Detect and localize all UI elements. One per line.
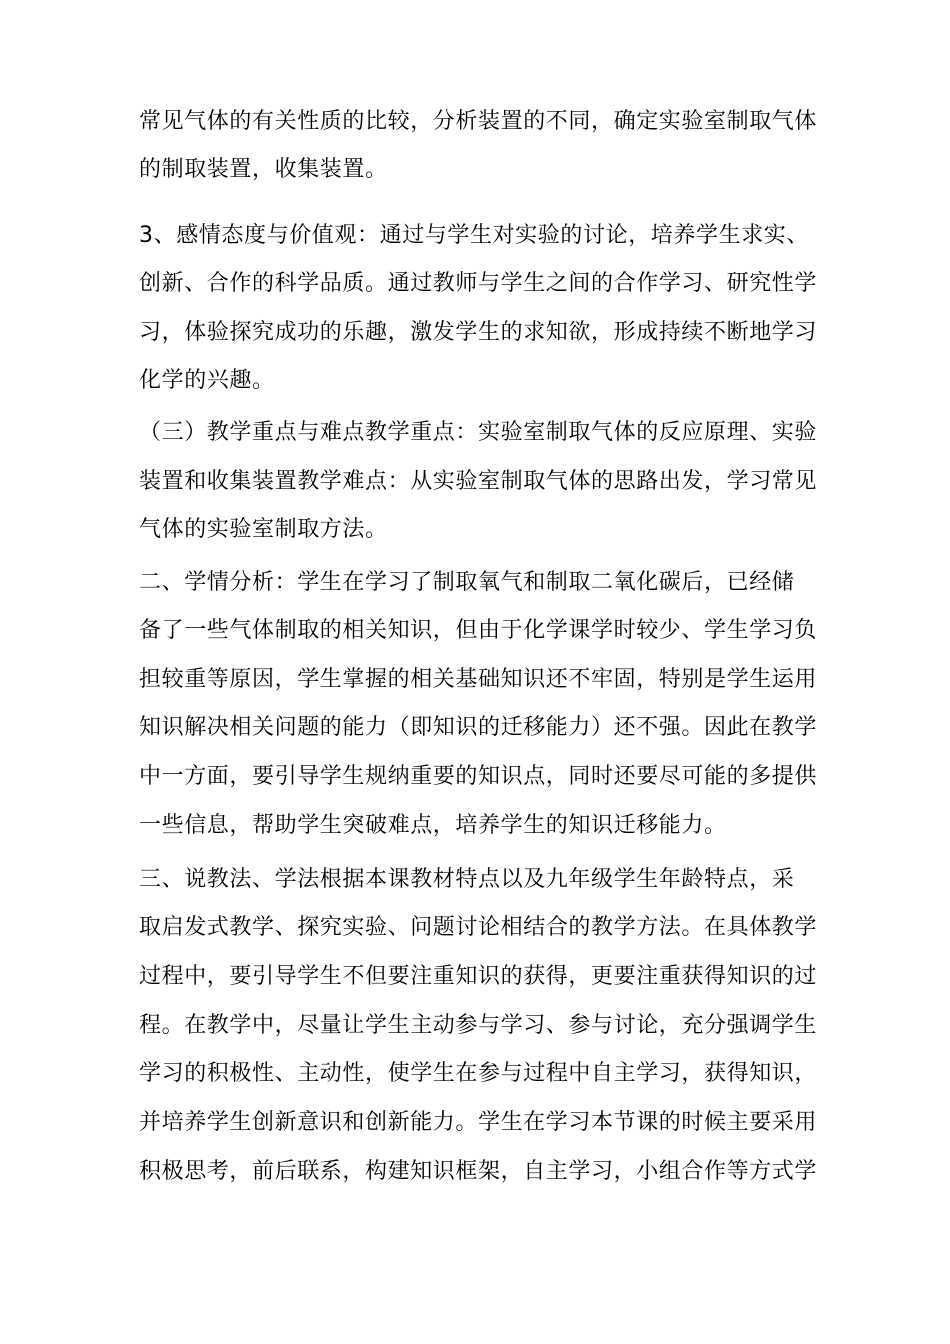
text-line: 中一方面，要引导学生规纳重要的知识点，同时还要尽可能的多提供 — [139, 764, 818, 789]
text-line: 3、感情态度与价值观：通过与学生对实验的讨论，培养学生求实、 — [139, 223, 809, 248]
text-line: 化学的兴趣。 — [139, 368, 275, 393]
text-line: 装置和收集装置教学难点：从实验室制取气体的思路出发，学习常见 — [139, 469, 818, 494]
text-line: 并培养学生创新意识和创新能力。学生在学习本节课的时候主要采用 — [139, 1110, 818, 1135]
text-line: 一些信息，帮助学生突破难点，培养学生的知识迁移能力。 — [139, 813, 727, 838]
text-line: 知识解决相关问题的能力（即知识的迁移能力）还不强。因此在教学 — [139, 715, 818, 740]
text-line: 创新、合作的科学品质。通过教师与学生之间的合作学习、研究性学 — [139, 271, 818, 296]
text-line: 气体的实验室制取方法。 — [139, 517, 388, 542]
text-line: （三）教学重点与难点教学重点：实验室制取气体的反应原理、实验 — [139, 420, 818, 445]
text-line: 习，体验探究成功的乐趣，激发学生的求知欲，形成持续不断地学习 — [139, 320, 818, 345]
text-line: 过程中，要引导学生不但要注重知识的获得，更要注重获得知识的过 — [139, 964, 818, 989]
text-line: 三、说教法、学法根据本课教材特点以及九年级学生年龄特点，采 — [139, 867, 795, 892]
text-line: 学习的积极性、主动性，使学生在参与过程中自主学习，获得知识， — [139, 1061, 818, 1086]
text-line: 的制取装置，收集装置。 — [139, 157, 388, 182]
text-line: 二、学情分析：学生在学习了制取氧气和制取二氧化碳后，已经储 — [139, 570, 795, 595]
text-line: 取启发式教学、探究实验、问题讨论相结合的教学方法。在具体教学 — [139, 915, 818, 940]
text-line: 担较重等原因，学生掌握的相关基础知识还不牢固，特别是学生运用 — [139, 667, 818, 692]
text-line: 积极思考，前后联系，构建知识框架，自主学习，小组合作等方式学 — [139, 1159, 818, 1184]
text-line: 常见气体的有关性质的比较，分析装置的不同，确定实验室制取气体 — [139, 109, 818, 134]
text-line: 程。在教学中，尽量让学生主动参与学习、参与讨论，充分强调学生 — [139, 1013, 818, 1038]
text-line: 备了一些气体制取的相关知识，但由于化学课学时较少、学生学习负 — [139, 618, 818, 643]
